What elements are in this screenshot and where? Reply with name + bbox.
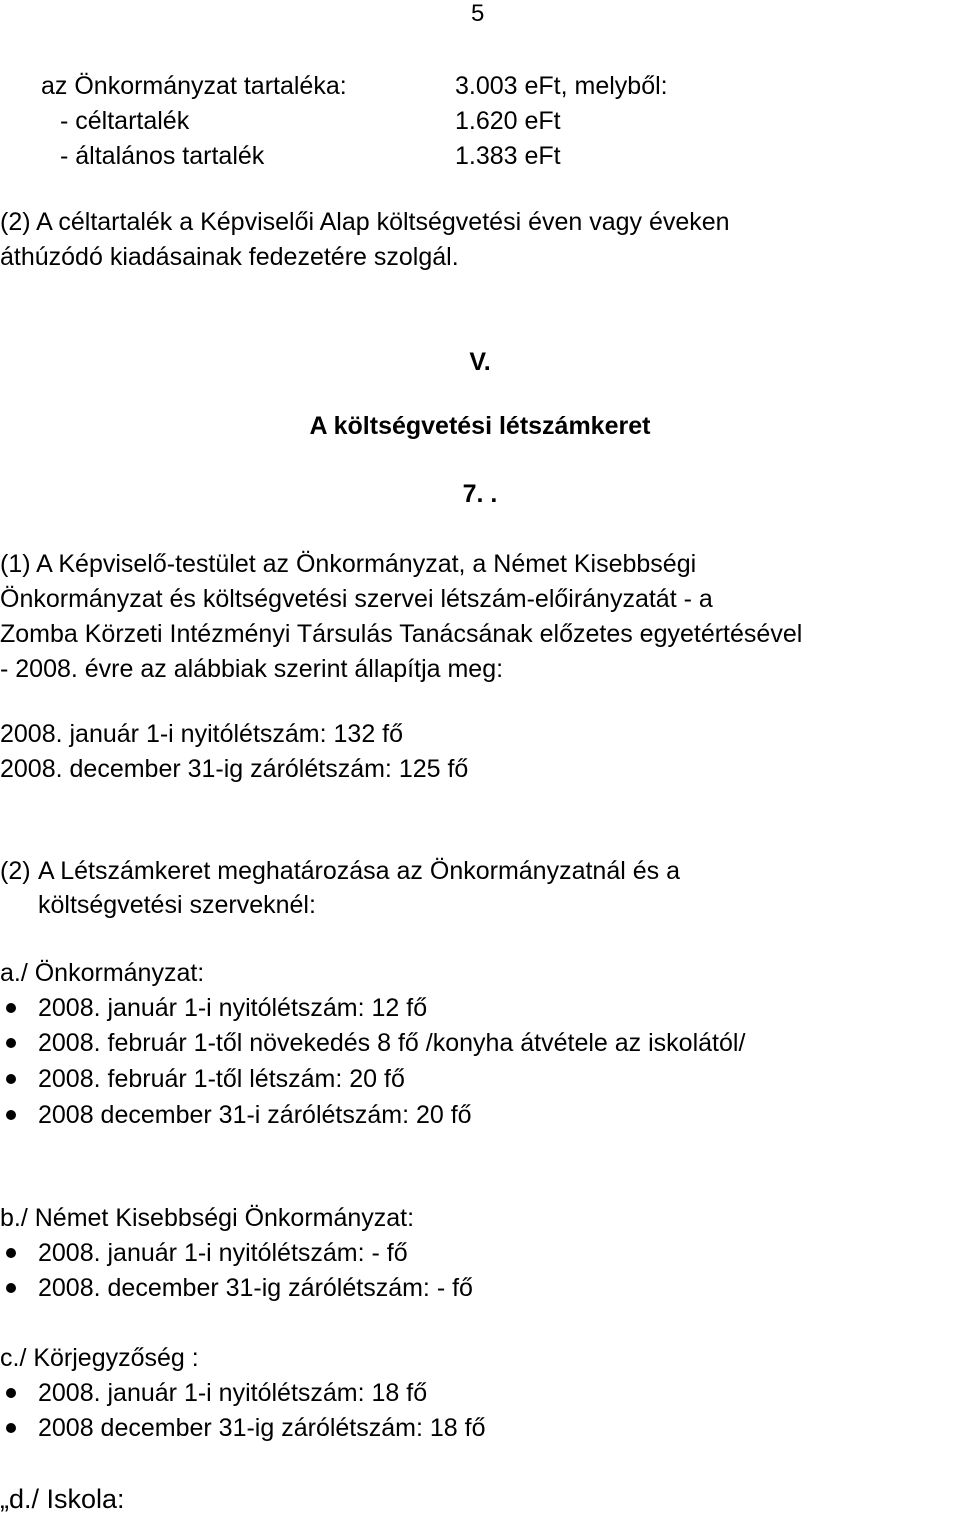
general-reserve-label: - általános tartalék xyxy=(60,142,265,170)
section-1-line-1: (1) A Képviselő-testület az Önkormányzat, a Német Kisebbségi xyxy=(0,550,697,578)
list-item: 2008 december 31-i zárólétszám: 20 fő xyxy=(38,1101,472,1129)
section-2-line-2: költségvetési szerveknél: xyxy=(38,891,316,919)
group-a-heading: a./ Önkormányzat: xyxy=(0,959,205,987)
chapter-title: A költségvetési létszámkeret xyxy=(309,412,651,440)
list-item: 2008. január 1-i nyitólétszám: 18 fő xyxy=(38,1379,428,1407)
opening-headcount: 2008. január 1-i nyitólétszám: 132 fő xyxy=(0,720,404,748)
reserve-total-value: 3.003 eFt, melyből: xyxy=(455,72,668,100)
section-1-line-2: Önkormányzat és költségvetési szervei létszám-előirányzatát - a xyxy=(0,585,713,613)
earmarked-reserve-value: 1.620 eFt xyxy=(455,107,561,135)
bullet-icon xyxy=(6,1248,16,1258)
group-b-heading: b./ Német Kisebbségi Önkormányzat: xyxy=(0,1204,415,1232)
bullet-icon xyxy=(6,1283,16,1293)
group-d-heading: „d./ Iskola: xyxy=(0,1484,125,1514)
bullet-icon xyxy=(6,1038,16,1048)
earmarked-reserve-label: - céltartalék xyxy=(60,107,190,135)
bullet-icon xyxy=(6,1003,16,1013)
bullet-icon xyxy=(6,1110,16,1120)
list-item: 2008. január 1-i nyitólétszám: 12 fő xyxy=(38,994,428,1022)
page-number: 5 xyxy=(471,0,485,27)
group-c-heading: c./ Körjegyzőség : xyxy=(0,1344,199,1372)
bullet-icon xyxy=(6,1074,16,1084)
bullet-icon xyxy=(6,1423,16,1433)
section-2-number: (2) xyxy=(0,857,31,885)
bullet-icon xyxy=(6,1388,16,1398)
reserve-total-label: az Önkormányzat tartaléka: xyxy=(41,72,347,100)
closing-headcount: 2008. december 31-ig zárólétszám: 125 fő xyxy=(0,755,469,783)
general-reserve-value: 1.383 eFt xyxy=(455,142,561,170)
chapter-number: V. xyxy=(469,348,491,376)
section-1-line-3: Zomba Körzeti Intézményi Társulás Tanácsának előzetes egyetértésével xyxy=(0,620,803,648)
list-item: 2008. december 31-ig zárólétszám: - fő xyxy=(38,1274,473,1302)
list-item: 2008. február 1-től növekedés 8 fő /konyha átvétele az iskolától/ xyxy=(38,1029,746,1057)
section-1-line-4: - 2008. évre az alábbiak szerint állapítja meg: xyxy=(0,655,504,683)
section-2-line-1: A Létszámkeret meghatározása az Önkormányzatnál és a xyxy=(38,857,680,885)
paragraph-2-line-2: áthúzódó kiadásainak fedezetére szolgál. xyxy=(0,243,459,271)
list-item: 2008. január 1-i nyitólétszám: - fő xyxy=(38,1239,408,1267)
list-item: 2008. február 1-től létszám: 20 fő xyxy=(38,1065,405,1093)
list-item: 2008 december 31-ig zárólétszám: 18 fő xyxy=(38,1414,486,1442)
paragraph-2-line-1: (2) A céltartalék a Képviselői Alap költségvetési éven vagy éveken xyxy=(0,208,730,236)
section-number: 7. . xyxy=(462,480,498,508)
